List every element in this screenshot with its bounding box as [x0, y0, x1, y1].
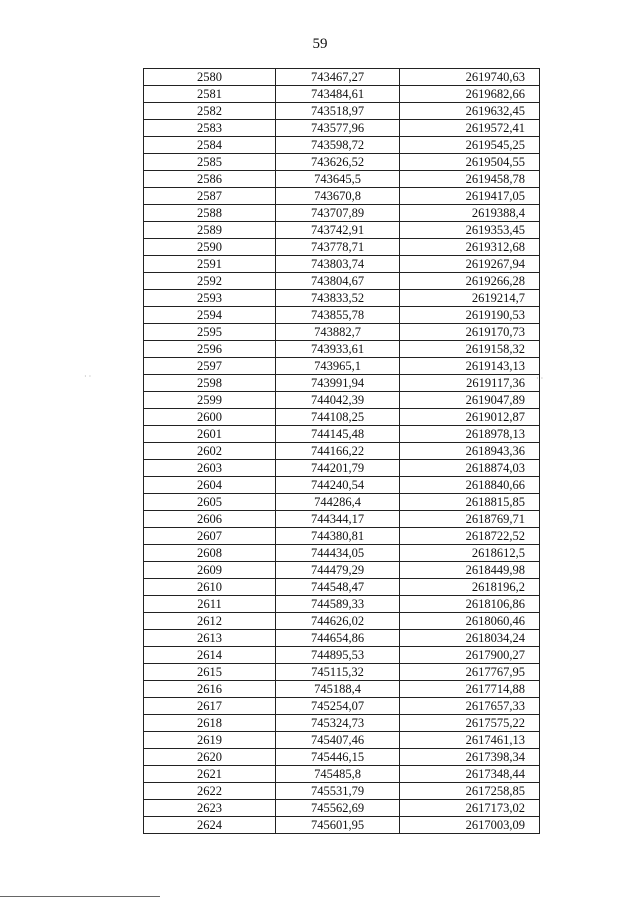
- point-number-cell: 2588: [144, 205, 276, 222]
- x-coordinate-cell: 744895,53: [276, 647, 400, 664]
- table-row: [144, 630, 540, 647]
- table-row: [144, 307, 540, 324]
- point-number-cell: 2595: [144, 324, 276, 341]
- y-coordinate-cell: 2619012,87: [400, 409, 540, 426]
- table-row: [144, 120, 540, 137]
- x-coordinate-cell: 744380,81: [276, 528, 400, 545]
- point-number-cell: 2597: [144, 358, 276, 375]
- x-coordinate-cell: 743778,71: [276, 239, 400, 256]
- table-row: [144, 766, 540, 783]
- x-coordinate-cell: 744344,17: [276, 511, 400, 528]
- x-coordinate-cell: 744286,4: [276, 494, 400, 511]
- y-coordinate-cell: 2619117,36: [400, 375, 540, 392]
- y-coordinate-cell: 2619388,4: [400, 205, 540, 222]
- table-row: [144, 171, 540, 188]
- y-coordinate-cell: 2618722,52: [400, 528, 540, 545]
- point-number-cell: 2618: [144, 715, 276, 732]
- table-row: [144, 800, 540, 817]
- x-coordinate-cell: 745324,73: [276, 715, 400, 732]
- margin-mark: · ·: [536, 374, 544, 383]
- point-number-cell: 2582: [144, 103, 276, 120]
- x-coordinate-cell: 743484,61: [276, 86, 400, 103]
- x-coordinate-cell: 743467,27: [276, 69, 400, 86]
- table-row: [144, 664, 540, 681]
- x-coordinate-cell: 743645,5: [276, 171, 400, 188]
- point-number-cell: 2610: [144, 579, 276, 596]
- x-coordinate-cell: 745562,69: [276, 800, 400, 817]
- y-coordinate-cell: 2619504,55: [400, 154, 540, 171]
- point-number-cell: 2616: [144, 681, 276, 698]
- point-number-cell: 2586: [144, 171, 276, 188]
- x-coordinate-cell: 745485,8: [276, 766, 400, 783]
- table-row: [144, 358, 540, 375]
- x-coordinate-cell: 744166,22: [276, 443, 400, 460]
- point-number-cell: 2603: [144, 460, 276, 477]
- y-coordinate-cell: 2617657,33: [400, 698, 540, 715]
- y-coordinate-cell: 2619267,94: [400, 256, 540, 273]
- point-number-cell: 2583: [144, 120, 276, 137]
- table-row: [144, 528, 540, 545]
- y-coordinate-cell: 2617398,34: [400, 749, 540, 766]
- point-number-cell: 2615: [144, 664, 276, 681]
- point-number-cell: 2623: [144, 800, 276, 817]
- y-coordinate-cell: 2617767,95: [400, 664, 540, 681]
- table-row: [144, 222, 540, 239]
- table-row: [144, 715, 540, 732]
- x-coordinate-cell: 743577,96: [276, 120, 400, 137]
- footer-rule: [0, 896, 160, 897]
- y-coordinate-cell: 2619190,53: [400, 307, 540, 324]
- y-coordinate-cell: 2618815,85: [400, 494, 540, 511]
- table-row: [144, 443, 540, 460]
- y-coordinate-cell: 2617900,27: [400, 647, 540, 664]
- point-number-cell: 2592: [144, 273, 276, 290]
- table-row: [144, 188, 540, 205]
- point-number-cell: 2598: [144, 375, 276, 392]
- x-coordinate-cell: 745407,46: [276, 732, 400, 749]
- y-coordinate-cell: 2618449,98: [400, 562, 540, 579]
- table-row: [144, 154, 540, 171]
- x-coordinate-cell: 743933,61: [276, 341, 400, 358]
- page-number: 59: [312, 36, 328, 52]
- x-coordinate-cell: 743804,67: [276, 273, 400, 290]
- x-coordinate-cell: 743965,1: [276, 358, 400, 375]
- point-number-cell: 2607: [144, 528, 276, 545]
- point-number-cell: 2585: [144, 154, 276, 171]
- table-row: [144, 545, 540, 562]
- table-row: [144, 256, 540, 273]
- x-coordinate-cell: 745188,4: [276, 681, 400, 698]
- y-coordinate-cell: 2618106,86: [400, 596, 540, 613]
- y-coordinate-cell: 2618978,13: [400, 426, 540, 443]
- table-row: [144, 817, 540, 834]
- table-row: [144, 205, 540, 222]
- x-coordinate-cell: 744434,05: [276, 545, 400, 562]
- table-row: [144, 647, 540, 664]
- x-coordinate-cell: 743742,91: [276, 222, 400, 239]
- x-coordinate-cell: 743670,8: [276, 188, 400, 205]
- x-coordinate-cell: 743833,52: [276, 290, 400, 307]
- point-number-cell: 2599: [144, 392, 276, 409]
- x-coordinate-cell: 743803,74: [276, 256, 400, 273]
- y-coordinate-cell: 2618196,2: [400, 579, 540, 596]
- table-row: [144, 86, 540, 103]
- table-row: [144, 783, 540, 800]
- x-coordinate-cell: 744108,25: [276, 409, 400, 426]
- x-coordinate-cell: 744479,29: [276, 562, 400, 579]
- table-row: [144, 103, 540, 120]
- x-coordinate-cell: 745115,32: [276, 664, 400, 681]
- y-coordinate-cell: 2619572,41: [400, 120, 540, 137]
- point-number-cell: 2600: [144, 409, 276, 426]
- point-number-cell: 2581: [144, 86, 276, 103]
- y-coordinate-cell: 2617348,44: [400, 766, 540, 783]
- table-row: [144, 69, 540, 86]
- margin-mark: · ·: [84, 372, 92, 381]
- x-coordinate-cell: 744589,33: [276, 596, 400, 613]
- point-number-cell: 2589: [144, 222, 276, 239]
- coordinates-table: [143, 68, 540, 834]
- table-row: [144, 613, 540, 630]
- y-coordinate-cell: 2618840,66: [400, 477, 540, 494]
- table-row: [144, 426, 540, 443]
- point-number-cell: 2617: [144, 698, 276, 715]
- y-coordinate-cell: 2619458,78: [400, 171, 540, 188]
- x-coordinate-cell: 743626,52: [276, 154, 400, 171]
- y-coordinate-cell: 2617173,02: [400, 800, 540, 817]
- x-coordinate-cell: 743991,94: [276, 375, 400, 392]
- y-coordinate-cell: 2618060,46: [400, 613, 540, 630]
- x-coordinate-cell: 743598,72: [276, 137, 400, 154]
- point-number-cell: 2613: [144, 630, 276, 647]
- point-number-cell: 2587: [144, 188, 276, 205]
- point-number-cell: 2614: [144, 647, 276, 664]
- point-number-cell: 2624: [144, 817, 276, 834]
- table-row: [144, 494, 540, 511]
- y-coordinate-cell: 2619214,7: [400, 290, 540, 307]
- point-number-cell: 2612: [144, 613, 276, 630]
- x-coordinate-cell: 743882,7: [276, 324, 400, 341]
- point-number-cell: 2622: [144, 783, 276, 800]
- y-coordinate-cell: 2619545,25: [400, 137, 540, 154]
- point-number-cell: 2580: [144, 69, 276, 86]
- y-coordinate-cell: 2619143,13: [400, 358, 540, 375]
- y-coordinate-cell: 2617461,13: [400, 732, 540, 749]
- y-coordinate-cell: 2617714,88: [400, 681, 540, 698]
- point-number-cell: 2620: [144, 749, 276, 766]
- table-row: [144, 562, 540, 579]
- table-row: [144, 749, 540, 766]
- x-coordinate-cell: 743855,78: [276, 307, 400, 324]
- point-number-cell: 2604: [144, 477, 276, 494]
- point-number-cell: 2619: [144, 732, 276, 749]
- y-coordinate-cell: 2617003,09: [400, 817, 540, 834]
- y-coordinate-cell: 2618034,24: [400, 630, 540, 647]
- point-number-cell: 2596: [144, 341, 276, 358]
- x-coordinate-cell: 743707,89: [276, 205, 400, 222]
- y-coordinate-cell: 2619740,63: [400, 69, 540, 86]
- point-number-cell: 2621: [144, 766, 276, 783]
- y-coordinate-cell: 2617575,22: [400, 715, 540, 732]
- table-row: [144, 596, 540, 613]
- table-row: [144, 137, 540, 154]
- table-row: [144, 375, 540, 392]
- x-coordinate-cell: 743518,97: [276, 103, 400, 120]
- point-number-cell: 2594: [144, 307, 276, 324]
- table-row: [144, 732, 540, 749]
- point-number-cell: 2611: [144, 596, 276, 613]
- y-coordinate-cell: 2619170,73: [400, 324, 540, 341]
- point-number-cell: 2590: [144, 239, 276, 256]
- y-coordinate-cell: 2618874,03: [400, 460, 540, 477]
- y-coordinate-cell: 2617258,85: [400, 783, 540, 800]
- x-coordinate-cell: 744626,02: [276, 613, 400, 630]
- table-row: [144, 460, 540, 477]
- point-number-cell: 2584: [144, 137, 276, 154]
- table-row: [144, 341, 540, 358]
- y-coordinate-cell: 2618943,36: [400, 443, 540, 460]
- table-row: [144, 324, 540, 341]
- y-coordinate-cell: 2619682,66: [400, 86, 540, 103]
- x-coordinate-cell: 744654,86: [276, 630, 400, 647]
- x-coordinate-cell: 744201,79: [276, 460, 400, 477]
- x-coordinate-cell: 744145,48: [276, 426, 400, 443]
- y-coordinate-cell: 2619632,45: [400, 103, 540, 120]
- point-number-cell: 2605: [144, 494, 276, 511]
- y-coordinate-cell: 2618612,5: [400, 545, 540, 562]
- y-coordinate-cell: 2619158,32: [400, 341, 540, 358]
- table-row: [144, 477, 540, 494]
- point-number-cell: 2609: [144, 562, 276, 579]
- table-row: [144, 392, 540, 409]
- x-coordinate-cell: 745446,15: [276, 749, 400, 766]
- table-row: [144, 698, 540, 715]
- point-number-cell: 2602: [144, 443, 276, 460]
- x-coordinate-cell: 745601,95: [276, 817, 400, 834]
- table-row: [144, 290, 540, 307]
- table-row: [144, 681, 540, 698]
- x-coordinate-cell: 744548,47: [276, 579, 400, 596]
- table-row: [144, 579, 540, 596]
- y-coordinate-cell: 2618769,71: [400, 511, 540, 528]
- x-coordinate-cell: 744042,39: [276, 392, 400, 409]
- y-coordinate-cell: 2619266,28: [400, 273, 540, 290]
- x-coordinate-cell: 745254,07: [276, 698, 400, 715]
- table-row: [144, 409, 540, 426]
- y-coordinate-cell: 2619417,05: [400, 188, 540, 205]
- table-row: [144, 511, 540, 528]
- coordinates-table-body: [144, 69, 540, 834]
- point-number-cell: 2608: [144, 545, 276, 562]
- point-number-cell: 2606: [144, 511, 276, 528]
- table-row: [144, 273, 540, 290]
- point-number-cell: 2601: [144, 426, 276, 443]
- x-coordinate-cell: 744240,54: [276, 477, 400, 494]
- y-coordinate-cell: 2619353,45: [400, 222, 540, 239]
- x-coordinate-cell: 745531,79: [276, 783, 400, 800]
- point-number-cell: 2591: [144, 256, 276, 273]
- y-coordinate-cell: 2619312,68: [400, 239, 540, 256]
- table-row: [144, 239, 540, 256]
- point-number-cell: 2593: [144, 290, 276, 307]
- y-coordinate-cell: 2619047,89: [400, 392, 540, 409]
